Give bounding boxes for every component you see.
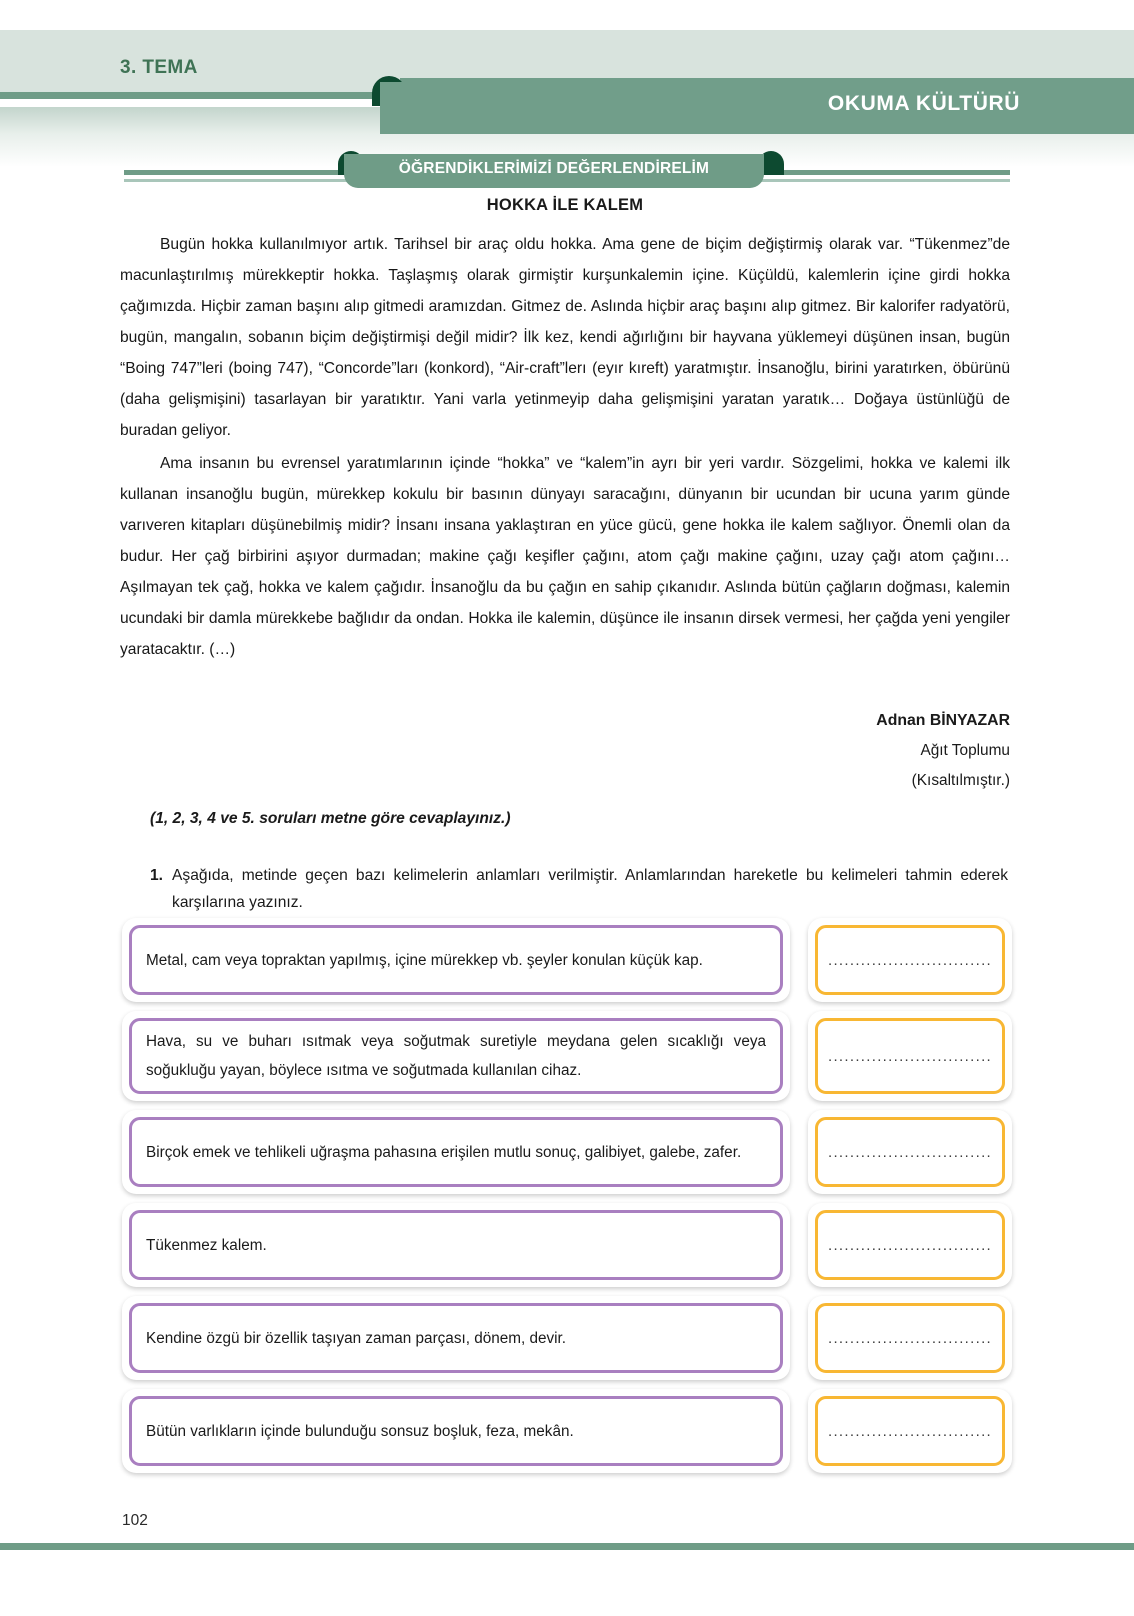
reading-passage (120, 196, 1010, 667)
definition-box (129, 1210, 783, 1280)
page-number: 102 (122, 1512, 148, 1529)
definition-text: Bütün varlıkların içinde bulunduğu sonsuz boşluk, feza, mekân. (146, 1422, 574, 1440)
definition-card (122, 1389, 790, 1473)
row-spacer (790, 1011, 808, 1101)
answer-card[interactable] (808, 918, 1012, 1002)
definition-text: Tükenmez kalem. (146, 1236, 267, 1254)
definition-text: Metal, cam veya topraktan yapılmış, içine mürekkep vb. şeyler konulan küçük kap. (146, 951, 703, 969)
definition-text: Kendine özgü bir özellik taşıyan zaman parçası, dönem, devir. (146, 1329, 567, 1347)
footer-rule (0, 1543, 1134, 1550)
definition-card (122, 1203, 790, 1287)
source-title: Ağıt Toplumu (920, 742, 1010, 759)
passage-attribution (120, 706, 1010, 796)
answer-card[interactable] (808, 1011, 1012, 1101)
answer-box[interactable] (815, 925, 1005, 995)
answer-card[interactable] (808, 1110, 1012, 1194)
definition-box (129, 1303, 783, 1373)
answer-placeholder[interactable]: .............................. (828, 1143, 993, 1161)
author-name: Adnan BİNYAZAR (876, 712, 1010, 729)
row-spacer (790, 918, 808, 1002)
definition-card (122, 1110, 790, 1194)
row-spacer (790, 1110, 808, 1194)
answer-box[interactable] (815, 1396, 1005, 1466)
matching-row (122, 1389, 1012, 1473)
definition-box (129, 1396, 783, 1466)
definition-text: Hava, su ve buharı ısıtmak veya soğutmak suretiyle meydana gelen sıcaklığı veya soğukluğu yayan, böylece ısıtma ve soğutmada kullanılan cihaz. (146, 1033, 766, 1079)
answer-placeholder[interactable]: .............................. (828, 1329, 993, 1347)
answer-placeholder[interactable]: .............................. (828, 1422, 993, 1440)
abridged-note: (Kısaltılmıştır.) (911, 772, 1010, 789)
definition-box (129, 1117, 783, 1187)
row-spacer (790, 1296, 808, 1380)
answer-card[interactable] (808, 1389, 1012, 1473)
question-1 (150, 862, 1008, 916)
matching-row (122, 918, 1012, 1002)
answer-box[interactable] (815, 1018, 1005, 1094)
answer-placeholder[interactable]: .............................. (828, 951, 993, 969)
section-title: OKUMA KÜLTÜRÜ (827, 92, 1020, 115)
matching-row (122, 1110, 1012, 1194)
passage-paragraph: Ama insanın bu evrensel yaratımlarının içinde “hokka” ve “kalem”in ayrı bir yeri vardır. Sözgelimi, hokka ve kalemi ilk kullanan insanoğlu bugün, mürekkep kokulu bir basının dünyayı saracağını, dünyanın bir ucundan bir ucuna yarım günde varıveren kitapları düşünebilmiş midir? İnsanı insana yaklaştıran en yüce gücü, gene hokka ile kalem sağlıyor. Önemli olan da budur. Her çağ birbirini aşıyor durmadan; makine çağı keşifler çağını, atom çağı makine çağını, uzay çağı atom çağını… Aşılmayan tek çağ, hokka ve kalem çağıdır. İnsanoğlu da bu çağın en sahip çıkanıdır. Aslında bütün çağların doğması, kalemin ucundaki bir damla mürekkebe bağlıdır da ondan. Hokka ile kalemin, düşünce ile insanın dirsek vermesi, her çağda yeni yengiler yaratacaktır. (…) (120, 455, 1010, 658)
definition-card (122, 1296, 790, 1380)
passage-paragraph: Bugün hokka kullanılmıyor artık. Tarihsel bir araç oldu hokka. Ama gene de biçim değiştirmiş olarak var. “Tükenmez”de macunlaştırılmış mürekkeptir hokka. Taşlaşmış olarak girmiştir kurşunkalemin içine. Küçüldü, kalemlerin içine girdi hokka çağımızda. Hiçbir zaman başını alıp gitmedi aramızdan. Gitmez de. Aslında hiçbir araç başını alıp gitmez. Bir kalorifer radyatörü, bugün, mangalın, sobanın biçim değiştirmişi değil midir? İlk kez, kendi ağırlığını bir hayvana yüklemeyi düşünen insan, bugün “Boing 747”leri (boing 747), “Concorde”ları (konkord), “Air-craft”lerı (eyır kıreft) yaratmıştır. İnsanoğlu, birini yaratırken, öbürünü (daha gelişmişini) tasarlayan bir yaratıktır. Yani varla yetinmeyip daha gelişmişini yaratan yaratık… Doğaya üstünlüğü de buradan geliyor. (120, 236, 1010, 439)
question-number: 1. (150, 867, 164, 884)
definition-box (129, 925, 783, 995)
section-band (380, 82, 1134, 134)
definition-card (122, 1011, 790, 1101)
row-spacer (790, 1203, 808, 1287)
definition-text: Birçok emek ve tehlikeli uğraşma pahasına erişilen mutlu sonuç, galibiyet, galebe, zafer. (146, 1143, 742, 1161)
passage-title: HOKKA İLE KALEM (486, 196, 644, 214)
banner-title: ÖĞRENDİKLERİMİZİ DEĞERLENDİRELİM (398, 160, 710, 177)
matching-row (122, 1203, 1012, 1287)
answer-placeholder[interactable]: .............................. (828, 1047, 993, 1065)
questions-instruction: (1, 2, 3, 4 ve 5. soruları metne göre cevaplayınız.) (150, 810, 511, 827)
row-spacer (790, 1389, 808, 1473)
answer-box[interactable] (815, 1210, 1005, 1280)
answer-card[interactable] (808, 1296, 1012, 1380)
answer-card[interactable] (808, 1203, 1012, 1287)
question-text: Aşağıda, metinde geçen bazı kelimelerin anlamları verilmiştir. Anlamlarından hareketle bu kelimeleri tahmin ederek karşılarına yazınız. (172, 867, 1008, 911)
matching-exercise (122, 918, 1012, 1482)
matching-row (122, 1296, 1012, 1380)
theme-label: 3. TEMA (120, 57, 198, 78)
answer-box[interactable] (815, 1117, 1005, 1187)
answer-placeholder[interactable]: .............................. (828, 1236, 993, 1254)
definition-box (129, 1018, 783, 1094)
matching-row (122, 1011, 1012, 1101)
evaluation-banner (0, 148, 1134, 196)
definition-card (122, 918, 790, 1002)
answer-box[interactable] (815, 1303, 1005, 1373)
